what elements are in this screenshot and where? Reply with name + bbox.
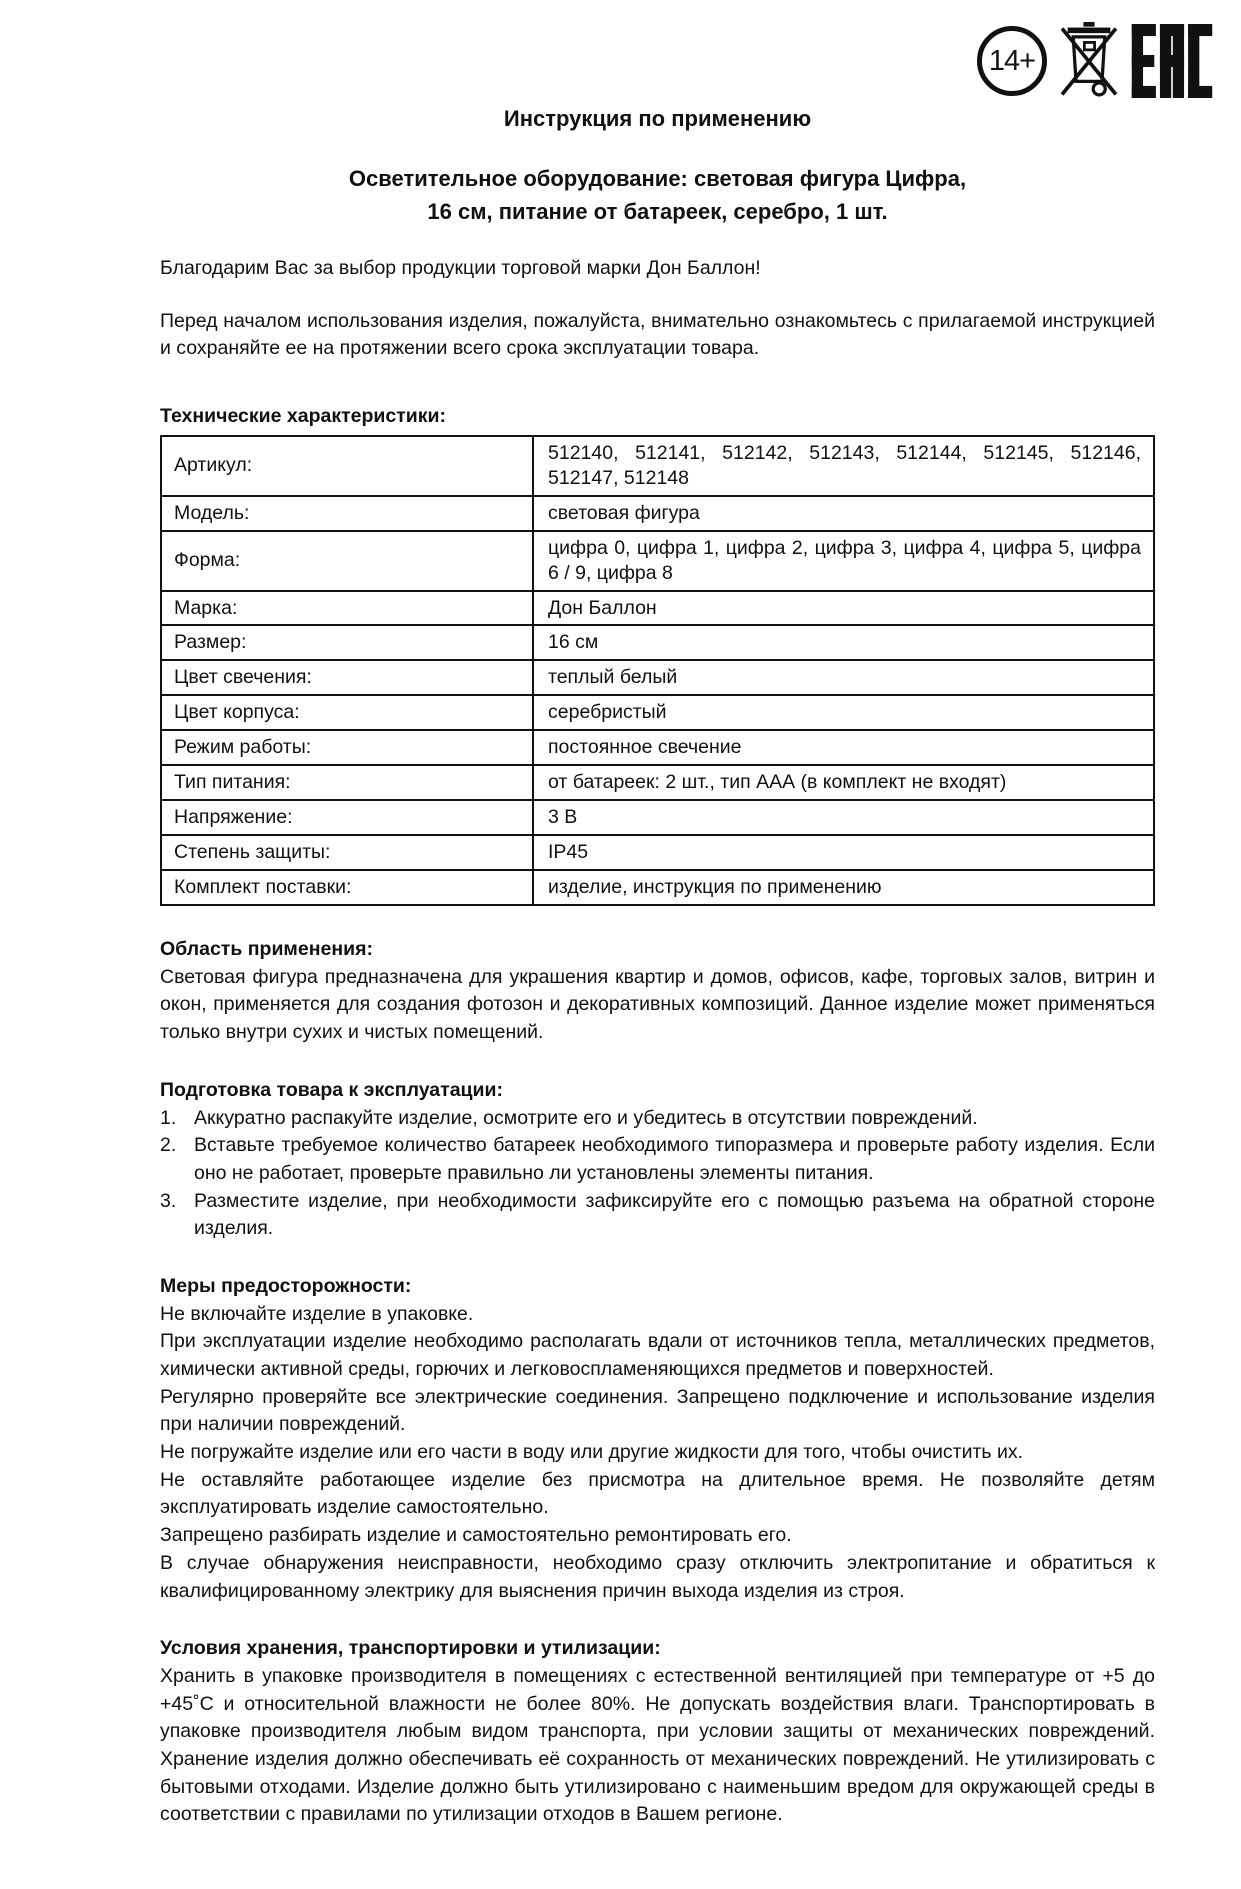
spec-value: теплый белый (533, 660, 1154, 695)
table-row (161, 870, 1154, 905)
list-item-text: Аккуратно распакуйте изделие, осмотрите его и убедитесь в отсутствии повреждений. (194, 1106, 978, 1129)
table-row (161, 625, 1154, 660)
application-heading: Область применения: (160, 938, 373, 961)
table-row (161, 436, 1154, 496)
specs-table (160, 435, 1155, 906)
spec-value: IP45 (533, 835, 1154, 870)
age-restriction-icon (977, 26, 1047, 96)
list-item (160, 1132, 1155, 1187)
spec-value: световая фигура (533, 496, 1154, 531)
table-row (161, 695, 1154, 730)
spec-label: Режим работы: (161, 730, 533, 765)
thanks-paragraph: Благодарим Вас за выбор продукции торговой марки Дон Баллон! (160, 257, 761, 279)
spec-label: Марка: (161, 591, 533, 626)
table-row (161, 496, 1154, 531)
page-title: Инструкция по применению (503, 106, 812, 131)
precaution-paragraph: Не погружайте изделие или его части в воду или другие жидкости для того, чтобы очистить их. (160, 1441, 1024, 1464)
age-restriction-label: 14+ (988, 44, 1036, 77)
list-item-text: Вставьте требуемое количество батареек необходимого типоразмера и проверьте работу изделия. Если оно не работает, проверьте правильно ли установлены элементы питания. (194, 1134, 1155, 1184)
product-subtitle (160, 162, 1155, 228)
precautions-heading: Меры предосторожности: (160, 1274, 412, 1297)
spec-label: Цвет корпуса: (161, 695, 533, 730)
table-row (161, 765, 1154, 800)
certification-badges (977, 22, 1213, 100)
spec-value: Дон Баллон (533, 591, 1154, 626)
spec-label: Напряжение: (161, 800, 533, 835)
spec-value: 16 см (533, 625, 1154, 660)
product-subtitle-line1: Осветительное оборудование: световая фигура Цифра, (348, 166, 967, 191)
precaution-paragraph: Не оставляйте работающее изделие без присмотра на длительное время. Не позволяйте детям эксплуатировать изделие самостоятельно. (160, 1468, 1155, 1519)
storage-heading: Условия хранения, транспортировки и утилизации: (160, 1637, 661, 1660)
table-row (161, 800, 1154, 835)
application-body: Световая фигура предназначена для украшения квартир и домов, офисов, кафе, торговых залов, витрин и окон, применяется для создания фотозон и декоративных композиций. Данное изделие может применяться только внутри сухих и чистых помещений. (160, 965, 1155, 1044)
precaution-paragraph: В случае обнаружения неисправности, необходимо сразу отключить электропитание и обратиться к квалифицированному электрику для выяснения причин выхода изделия из строя. (160, 1551, 1155, 1602)
spec-value: цифра 0, цифра 1, цифра 2, цифра 3, цифра 4, цифра 5, цифра 6 / 9, цифра 8 (533, 531, 1154, 591)
precaution-paragraph: Запрещено разбирать изделие и самостоятельно ремонтировать его. (160, 1524, 792, 1547)
spec-label: Степень защиты: (161, 835, 533, 870)
table-row (161, 531, 1154, 591)
specs-heading: Технические характеристики: (160, 405, 447, 428)
read-first-paragraph: Перед началом использования изделия, пожалуйста, внимательно ознакомьтесь с прилагаемой инструкцией и сохраняйте ее на протяжении всего срока эксплуатации товара. (160, 309, 1155, 360)
spec-label: Модель: (161, 496, 533, 531)
weee-crossed-bin-icon (1060, 22, 1118, 100)
spec-label: Комплект поставки: (161, 870, 533, 905)
spec-label: Размер: (161, 625, 533, 660)
table-row (161, 660, 1154, 695)
spec-value: 512140, 512141, 512142, 512143, 512144, 512145, 512146, 512147, 512148 (533, 436, 1154, 496)
spec-value: изделие, инструкция по применению (533, 870, 1154, 905)
table-row (161, 835, 1154, 870)
spec-label: Тип питания: (161, 765, 533, 800)
spec-value: 3 В (533, 800, 1154, 835)
list-item-number: 3. (160, 1189, 177, 1212)
spec-value: серебристый (533, 695, 1154, 730)
list-item-text: Разместите изделие, при необходимости зафиксируйте его с помощью разъема на обратной стороне изделия. (194, 1189, 1155, 1240)
eac-mark-icon (1131, 24, 1213, 98)
list-item-number: 1. (160, 1106, 177, 1129)
list-item-number: 2. (160, 1134, 177, 1157)
document-content (0, 106, 1241, 1889)
product-subtitle-line2: 16 см, питание от батареек, серебро, 1 шт. (427, 199, 888, 224)
list-item (160, 1188, 1155, 1243)
spec-value: постоянное свечение (533, 730, 1154, 765)
preparation-list (160, 1105, 1155, 1243)
precaution-paragraph: Не включайте изделие в упаковке. (160, 1302, 474, 1325)
spec-label: Артикул: (161, 436, 533, 496)
precaution-paragraph: Регулярно проверяйте все электрические соединения. Запрещено подключение и использование изделия при наличии повреждений. (160, 1385, 1155, 1436)
preparation-heading: Подготовка товара к эксплуатации: (160, 1078, 503, 1101)
table-row (161, 730, 1154, 765)
list-item (160, 1105, 1155, 1133)
precaution-paragraph: При эксплуатации изделие необходимо располагать вдали от источников тепла, металлических предметов, химически активной среды, горючих и легковоспламеняющихся предметов и поверхностей. (160, 1330, 1155, 1381)
table-row (161, 591, 1154, 626)
spec-label: Цвет свечения: (161, 660, 533, 695)
storage-body: Хранить в упаковке производителя в помещениях с естественной вентиляцией при температуре от +5 до +45˚С и относительной влажности не более 80%. Не допускать воздействия влаги. Транспортировать в упаковке производителя любым видом транспорта, при условии защиты от механических повреждений. Хранение изделия должно обеспечивать её сохранность от механических повреждений. Не утилизировать с бытовыми отходами. Изделие должно быть утилизировано с наименьшим вредом для окружающей среды в соответствии с правилами по утилизации отходов в Вашем регионе. (160, 1664, 1155, 1826)
spec-value: от батареек: 2 шт., тип ААА (в комплект не входят) (533, 765, 1154, 800)
spec-label: Форма: (161, 531, 533, 591)
